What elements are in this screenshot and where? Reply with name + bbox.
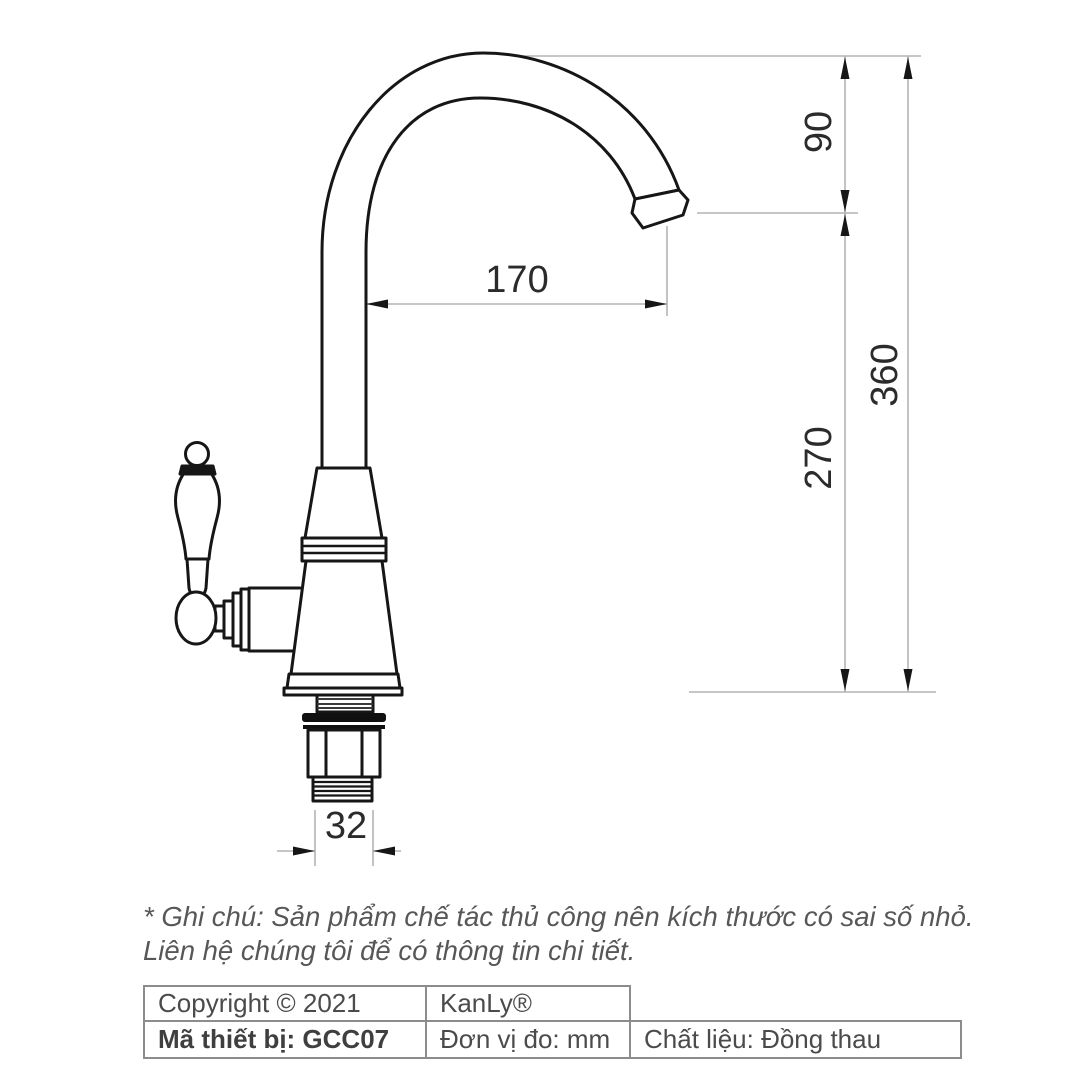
info-table xyxy=(143,985,962,1059)
base-gasket-lower xyxy=(303,725,385,729)
dim-label-360: 360 xyxy=(864,343,906,407)
handle-ball-joint xyxy=(176,592,216,644)
brand-cell: KanLy® xyxy=(425,987,629,1020)
handle-top-ball xyxy=(186,443,209,466)
footnote-line-2: Liên hệ chúng tôi để có thông tin chi tiết. xyxy=(143,935,636,966)
mounting-hex-nut xyxy=(308,730,380,777)
handle-collar xyxy=(180,466,215,474)
material-cell: Chất liệu: Đồng thau xyxy=(629,1022,960,1057)
base-gasket xyxy=(302,713,386,722)
device-code-cell: Mã thiết bị: GCC07 xyxy=(158,1024,390,1054)
copyright-cell: Copyright © 2021 xyxy=(158,988,361,1018)
base-flange-upper xyxy=(287,674,400,688)
body-ring-band xyxy=(302,538,386,561)
dim-label-32: 32 xyxy=(324,805,368,847)
info-table-row-1 xyxy=(143,985,631,1022)
body-main-cone xyxy=(291,561,397,674)
footnote-line-1: * Ghi chú: Sản phẩm chế tác thủ công nên kích thước có sai số nhỏ. xyxy=(143,901,974,932)
dimension-labels xyxy=(325,111,906,847)
faucet-outline xyxy=(176,53,688,801)
dim-label-270: 270 xyxy=(798,426,840,490)
dim-label-90: 90 xyxy=(798,110,840,154)
unit-cell: Đơn vị đo: mm xyxy=(425,1022,629,1057)
threaded-tail xyxy=(313,777,372,801)
info-table-row-2 xyxy=(143,1020,962,1059)
footnote xyxy=(143,900,1003,968)
valve-cylinder xyxy=(249,588,300,651)
dim-label-170: 170 xyxy=(485,259,549,301)
body-upper-cone xyxy=(305,468,382,538)
handle-grip xyxy=(176,473,220,559)
